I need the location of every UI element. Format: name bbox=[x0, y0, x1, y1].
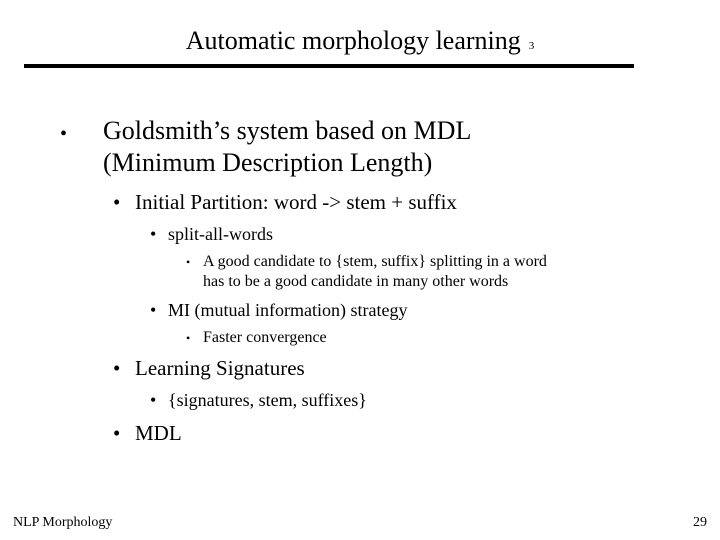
footer-page-number: 29 bbox=[693, 515, 707, 530]
bullet-marker: • bbox=[186, 255, 191, 269]
bullet-faster-convergence: Faster convergence bbox=[203, 329, 327, 346]
bullet-marker: • bbox=[150, 390, 157, 410]
bullet-marker: • bbox=[150, 224, 157, 244]
bullet-mdl: MDL bbox=[135, 421, 182, 445]
bullet-signatures-set: {signatures, stem, suffixes} bbox=[168, 390, 367, 410]
title-divider bbox=[24, 64, 634, 68]
bullet-good-candidate-line2: has to be a good candidate in many other words bbox=[203, 273, 509, 290]
bullet-marker: • bbox=[60, 123, 68, 145]
bullet-initial-partition: Initial Partition: word -> stem + suffix bbox=[135, 190, 457, 214]
slide-title-number: 3 bbox=[528, 40, 535, 52]
bullet-learning-signatures: Learning Signatures bbox=[135, 356, 305, 380]
slide-title bbox=[0, 26, 720, 61]
bullet-split-all-words: split-all-words bbox=[168, 224, 273, 244]
footer-course-label: NLP Morphology bbox=[13, 515, 113, 530]
bullet-goldsmith-line2: (Minimum Description Length) bbox=[103, 148, 433, 177]
bullet-goldsmith-line1: Goldsmith’s system based on MDL bbox=[103, 116, 472, 145]
slide-title-text: Automatic morphology learning bbox=[185, 26, 521, 55]
bullet-marker: • bbox=[113, 356, 121, 380]
bullet-marker: • bbox=[186, 331, 191, 345]
bullet-marker: • bbox=[113, 421, 121, 445]
bullet-good-candidate-line1: A good candidate to {stem, suffix} splitting in a word bbox=[203, 253, 547, 270]
bullet-mi-strategy: MI (mutual information) strategy bbox=[168, 300, 408, 320]
bullet-marker: • bbox=[113, 190, 121, 214]
bullet-marker: • bbox=[150, 300, 157, 320]
